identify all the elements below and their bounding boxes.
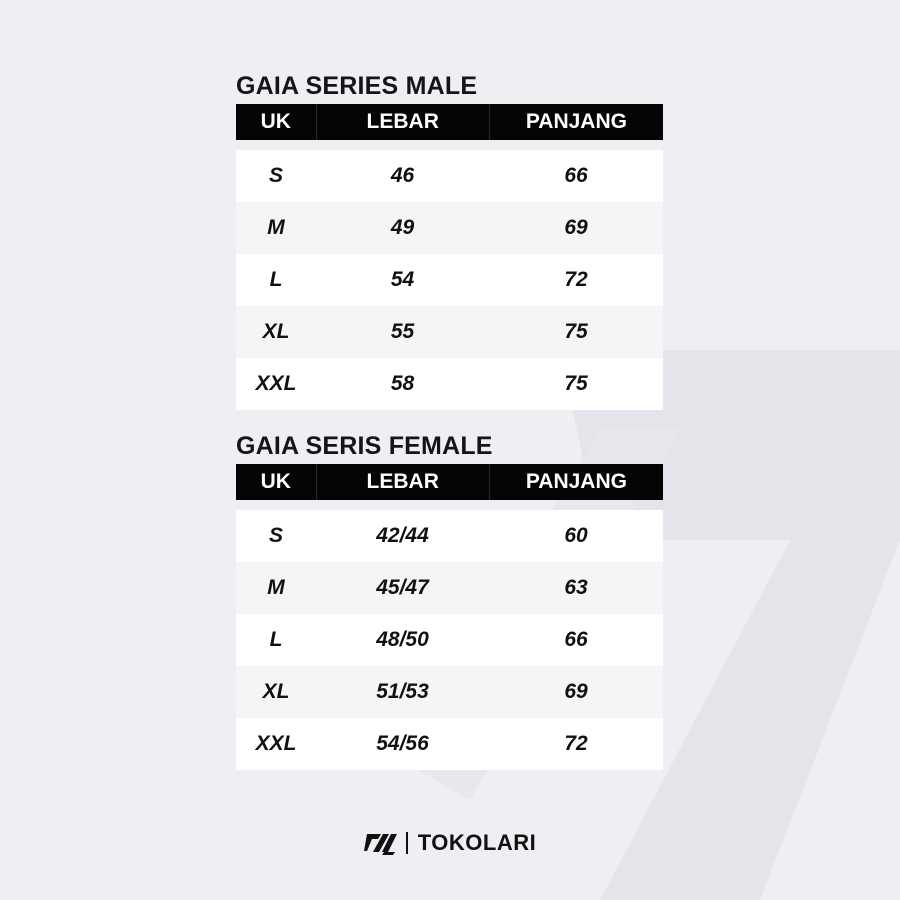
size-cell: S	[268, 164, 283, 187]
table-row	[236, 666, 663, 718]
size-cell: L	[269, 628, 283, 651]
length-cell: 69	[564, 680, 588, 703]
header-panjang: PANJANG	[525, 470, 627, 493]
male-table-title: GAIA SERIES MALE	[236, 72, 478, 100]
length-cell: 75	[564, 320, 588, 343]
width-cell: 48/50	[376, 628, 429, 651]
male-table-header	[236, 104, 663, 140]
table-row	[236, 306, 663, 358]
length-cell: 63	[564, 576, 588, 599]
table-row	[236, 202, 663, 254]
width-cell: 58	[390, 372, 415, 395]
size-cell: M	[267, 576, 285, 599]
header-uk: UK	[236, 464, 317, 500]
size-cell: XL	[262, 320, 290, 343]
female-table-title: GAIA SERIS FEMALE	[236, 432, 493, 460]
size-cell: XXL	[255, 732, 297, 755]
length-cell: 60	[564, 524, 588, 547]
table-row	[236, 358, 663, 410]
table-row	[236, 614, 663, 666]
length-cell: 72	[564, 732, 588, 755]
size-cell: XL	[262, 680, 290, 703]
header-uk: UK	[236, 104, 317, 140]
length-cell: 66	[564, 628, 588, 651]
size-cell: XXL	[255, 372, 297, 395]
brand-name: TOKOLARI	[417, 830, 537, 855]
length-cell: 69	[564, 216, 588, 239]
size-cell: L	[269, 268, 283, 291]
width-cell: 54	[390, 268, 415, 291]
width-cell: 51/53	[376, 680, 429, 703]
header-lebar: LEBAR	[317, 104, 490, 140]
length-cell: 66	[564, 164, 588, 187]
table-row	[236, 254, 663, 306]
width-cell: 42/44	[376, 524, 429, 547]
header-panjang: PANJANG	[525, 110, 627, 133]
female-size-table	[236, 431, 663, 770]
table-row	[236, 718, 663, 770]
width-cell: 54/56	[376, 732, 429, 755]
table-row	[236, 562, 663, 614]
width-cell: 55	[390, 320, 415, 343]
tokolari-logo-icon	[364, 831, 398, 855]
length-cell: 72	[564, 268, 588, 291]
width-cell: 49	[390, 216, 415, 239]
table-row	[236, 510, 663, 562]
male-size-table	[236, 71, 663, 410]
female-table-header	[236, 464, 663, 500]
brand-footer	[0, 828, 900, 858]
size-cell: M	[267, 216, 285, 239]
length-cell: 75	[564, 372, 588, 395]
width-cell: 45/47	[376, 576, 429, 599]
table-row	[236, 150, 663, 202]
width-cell: 46	[390, 164, 415, 187]
size-cell: S	[268, 524, 283, 547]
brand-divider	[406, 832, 408, 854]
header-lebar: LEBAR	[317, 464, 490, 500]
